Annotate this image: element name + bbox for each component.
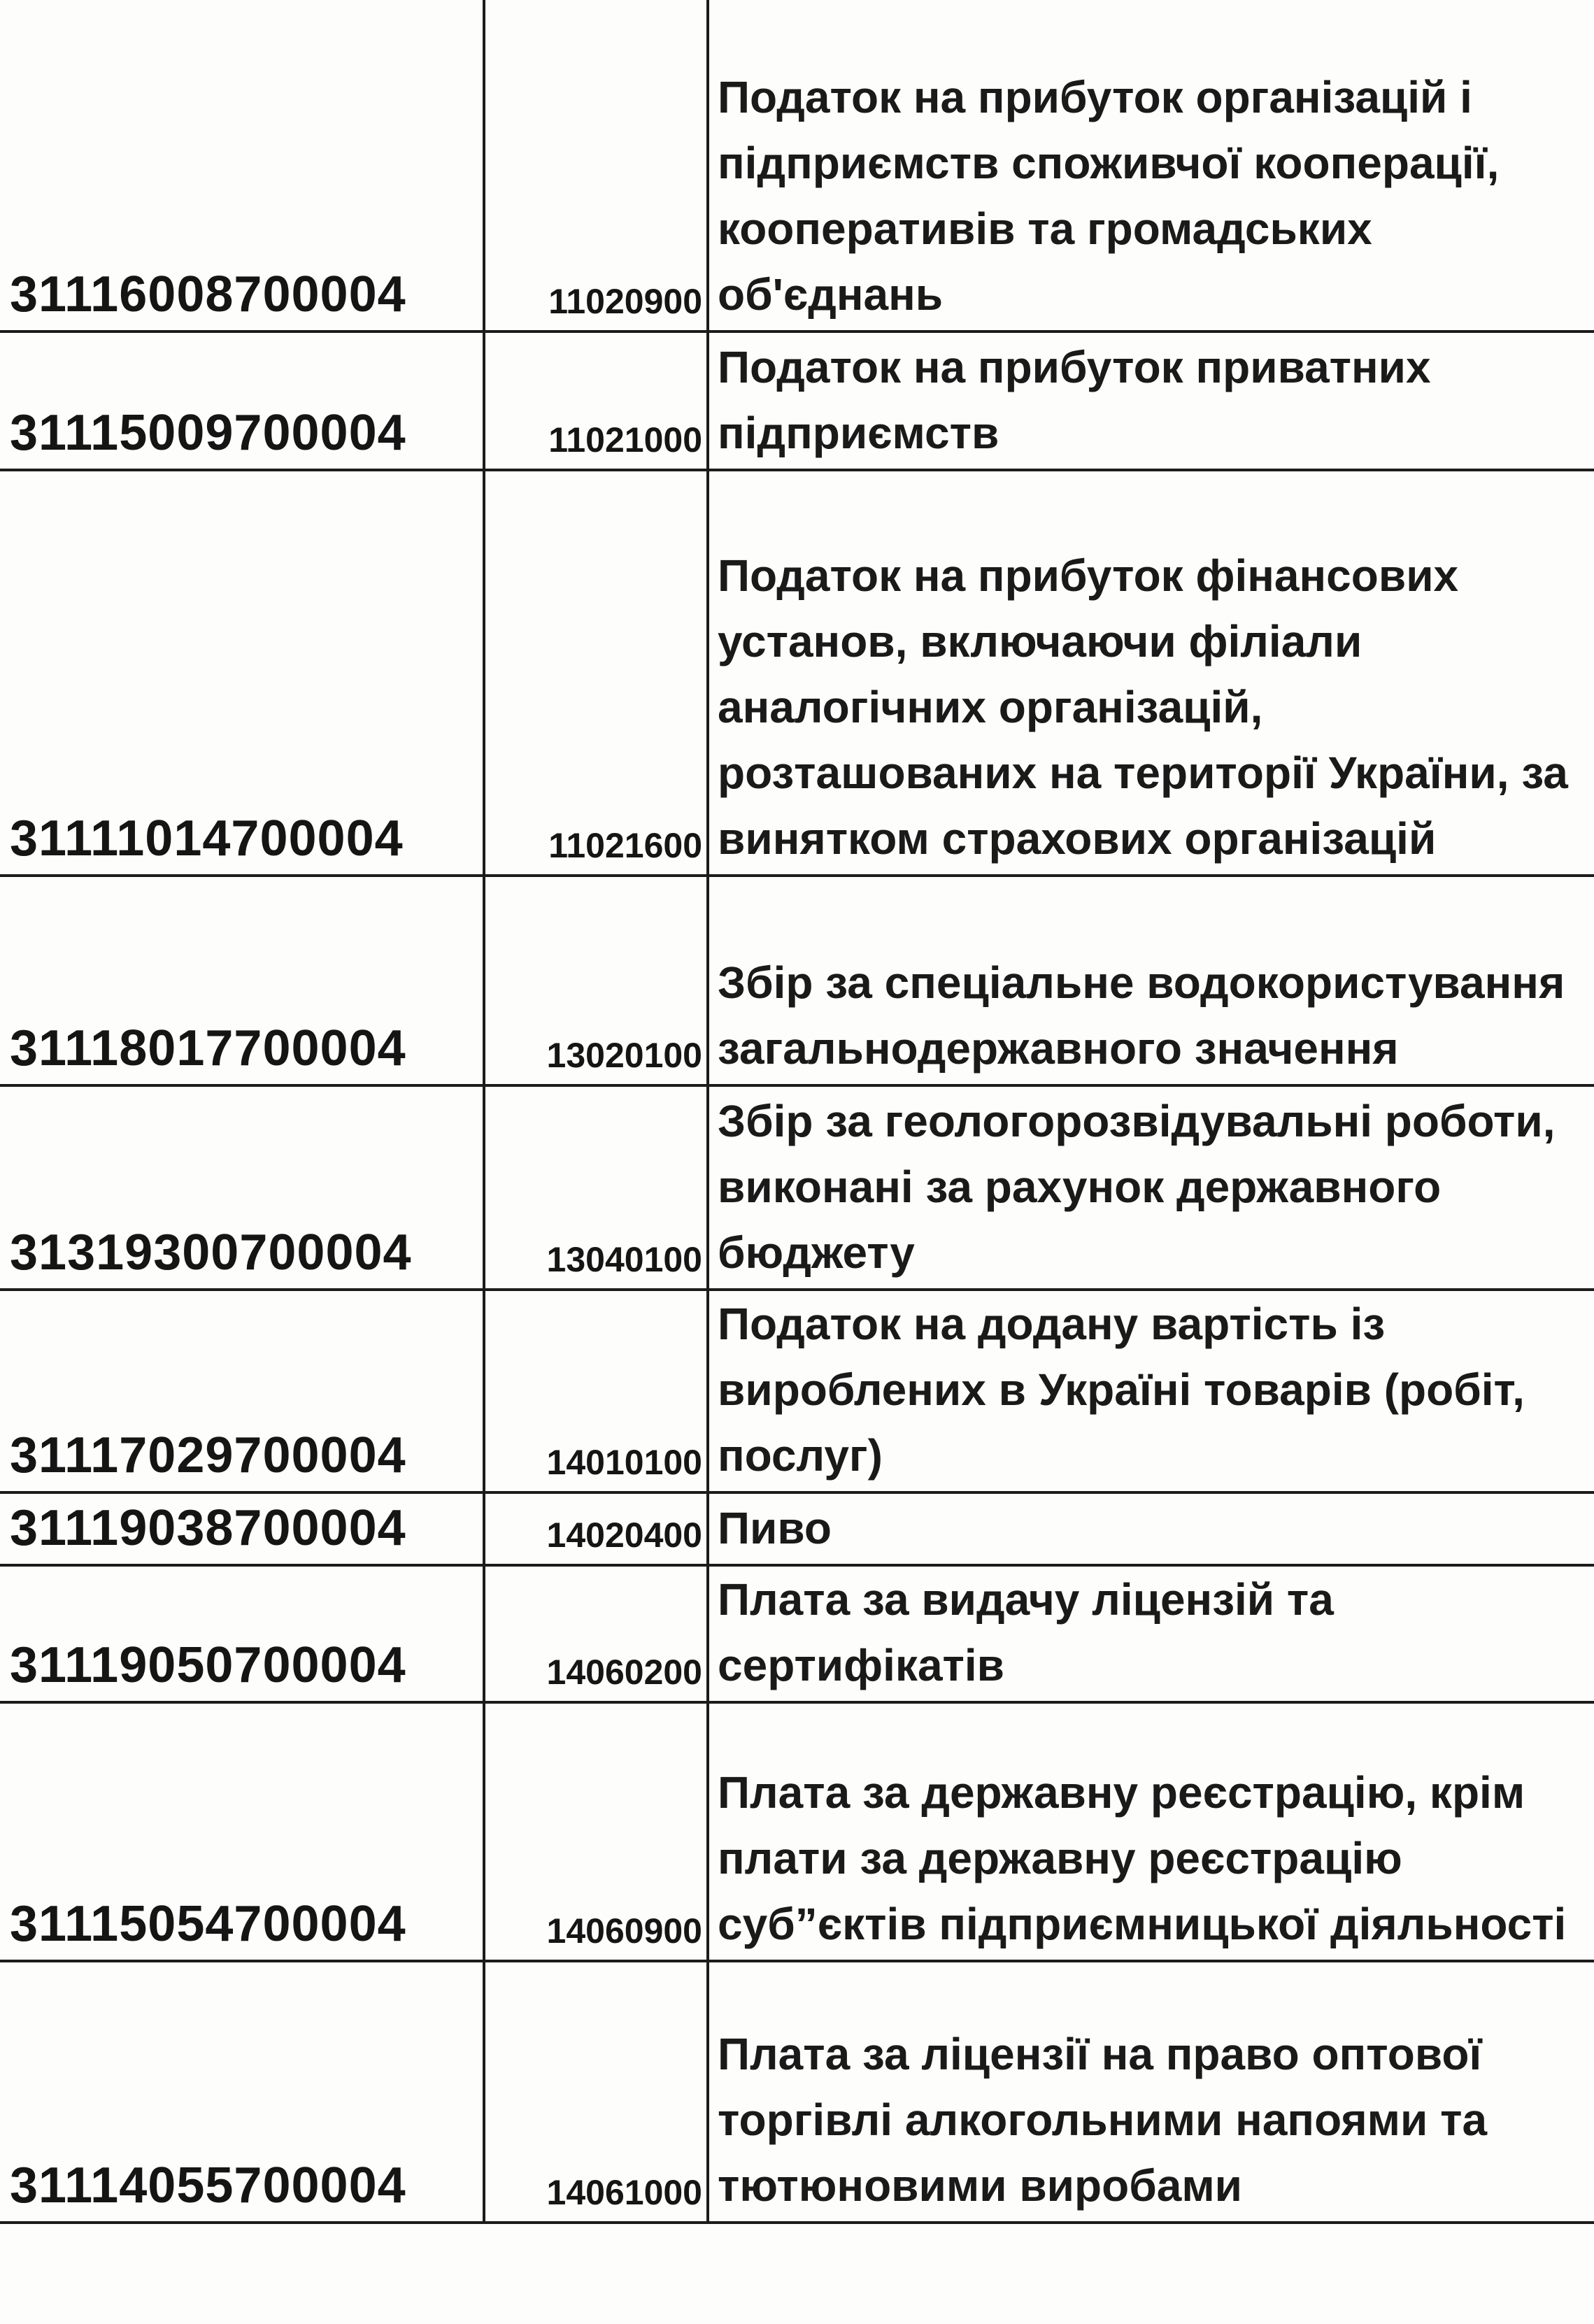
table-row bbox=[0, 56, 1594, 332]
table-row bbox=[0, 1492, 1594, 1565]
table-row bbox=[0, 1961, 1594, 2223]
classification-code: 14060900 bbox=[484, 1702, 708, 1961]
account-number: 31319300700004 bbox=[0, 1085, 484, 1290]
payment-name: Збір за спеціальне водокористування загальнодержавного значення bbox=[708, 876, 1594, 1085]
table-row bbox=[0, 1565, 1594, 1702]
account-number: 31114055700004 bbox=[0, 1961, 484, 2223]
account-number: 31119038700004 bbox=[0, 1492, 484, 1565]
classification-code: 13020100 bbox=[484, 876, 708, 1085]
classification-code: 11021000 bbox=[484, 332, 708, 470]
payment-name: Податок на прибуток організацій і підприємств споживчої кооперації, кооперативів та громадських об'єднань bbox=[708, 56, 1594, 332]
payment-name: Податок на додану вартість із вироблених в Україні товарів (робіт, послуг) bbox=[708, 1290, 1594, 1492]
account-number: 31118017700004 bbox=[0, 876, 484, 1085]
table-top-continuation bbox=[0, 0, 1594, 56]
classification-code: 14060200 bbox=[484, 1565, 708, 1702]
account-number: 31115054700004 bbox=[0, 1702, 484, 1961]
classification-code: 13040100 bbox=[484, 1085, 708, 1290]
table-row bbox=[0, 876, 1594, 1085]
payment-name: Плата за ліцензії на право оптової торгівлі алкогольними напоями та тютюновими виробами bbox=[708, 1961, 1594, 2223]
account-number: 31111014700004 bbox=[0, 470, 484, 876]
classification-code: 11020900 bbox=[484, 56, 708, 332]
table-row bbox=[0, 332, 1594, 470]
table-row bbox=[0, 1702, 1594, 1961]
payment-name: Пиво bbox=[708, 1492, 1594, 1565]
payment-name: Плата за видачу ліцензій та сертифікатів bbox=[708, 1565, 1594, 1702]
table-row bbox=[0, 1085, 1594, 1290]
table-row bbox=[0, 1290, 1594, 1492]
account-number: 31116008700004 bbox=[0, 56, 484, 332]
classification-code: 14061000 bbox=[484, 1961, 708, 2223]
payment-name: Податок на прибуток фінансових установ, включаючи філіали аналогічних організацій, розташованих на території України, за винятком страхових організацій bbox=[708, 470, 1594, 876]
classification-code: 14020400 bbox=[484, 1492, 708, 1565]
payment-name: Плата за державну реєстрацію, крім плати за державну реєстрацію суб”єктів підприємницької діяльності bbox=[708, 1702, 1594, 1961]
account-number: 31117029700004 bbox=[0, 1290, 484, 1492]
classification-code: 14010100 bbox=[484, 1290, 708, 1492]
payment-name: Збір за геологорозвідувальні роботи, виконані за рахунок державного бюджету bbox=[708, 1085, 1594, 1290]
table-row bbox=[0, 470, 1594, 876]
classification-code: 11021600 bbox=[484, 470, 708, 876]
account-number: 31115009700004 bbox=[0, 332, 484, 470]
payment-name: Податок на прибуток приватних підприємств bbox=[708, 332, 1594, 470]
account-number: 31119050700004 bbox=[0, 1565, 484, 1702]
